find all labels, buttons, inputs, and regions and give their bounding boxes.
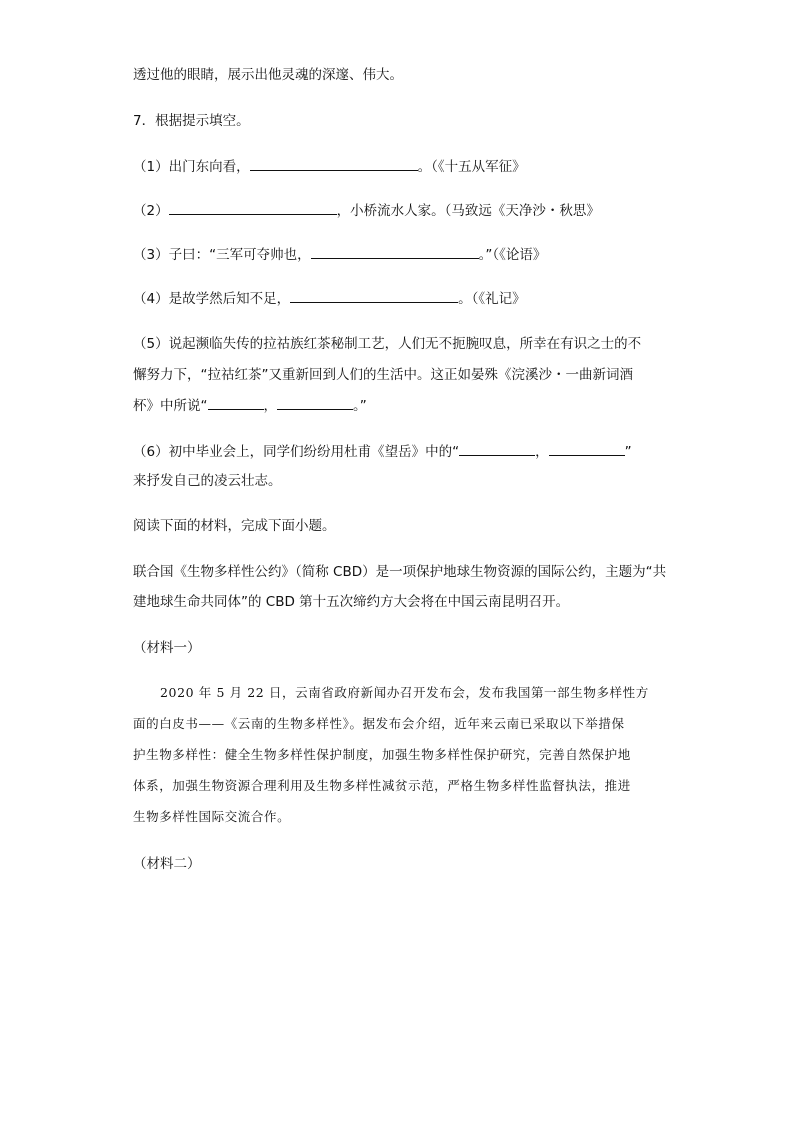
material-2-label	[133, 855, 684, 873]
item-6-text-1a: （6）初中毕业会上，同学们纷纷用杜甫《望岳》中的“	[133, 444, 460, 460]
answer-blank[interactable]	[290, 289, 458, 303]
item-6-text-2: 来抒发自己的凌云壮志。	[133, 473, 282, 489]
reading-lead-line-2	[133, 593, 684, 611]
answer-blank[interactable]	[549, 442, 625, 456]
intro-continuation	[133, 66, 684, 84]
material-1-line-1	[160, 684, 684, 702]
item-number: （2）	[133, 203, 169, 219]
answer-blank[interactable]	[277, 396, 353, 410]
material-1-text-3: 护生物多样性：健全生物多样性保护制度，加强生物多样性保护研究，完善自然保护地	[133, 747, 631, 762]
item-prefix: 子曰：“三军可夺帅也，	[168, 247, 311, 263]
question-7-item-3	[133, 245, 684, 264]
question-7-item-5-line-1	[133, 335, 684, 353]
item-5-text-2: 懈努力下，“拉祜红茶”又重新回到人们的生活中。这正如晏殊《浣溪沙・一曲新词酒	[133, 367, 633, 383]
material-2-label-text: （材料二）	[133, 856, 201, 872]
material-1-line-2	[133, 715, 684, 733]
material-1-text-2: 面的白皮书——《云南的生物多样性》。据发布会介绍，近年来云南已采取以下举措保	[133, 716, 625, 731]
material-1-text-4: 体系，加强生物资源合理利用及生物多样性减贫示范，严格生物多样性监督执法，推进	[133, 778, 631, 793]
item-number: （3）	[133, 247, 169, 263]
item-suffix: 。”（《论语》	[478, 247, 547, 263]
item-suffix: ，小桥流水人家。（马致远《天净沙・秋思》	[336, 203, 600, 219]
question-7-title	[133, 112, 684, 130]
reading-lead-text-2: 建地球生命共同体”的 CBD 第十五次缔约方大会将在中国云南昆明召开。	[133, 594, 570, 610]
item-number: （4）	[133, 291, 169, 307]
answer-blank[interactable]	[169, 201, 337, 215]
item-suffix: 。（《礼记》	[458, 291, 526, 307]
answer-blank[interactable]	[311, 245, 479, 259]
reading-instruction-text: 阅读下面的材料，完成下面小题。	[133, 518, 336, 534]
item-5-separator: ，	[263, 398, 277, 414]
intro-text: 透过他的眼睛，展示出他灵魂的深邃、伟大。	[133, 67, 403, 83]
material-1-label	[133, 639, 684, 657]
item-prefix: 是故学然后知不足，	[168, 291, 291, 307]
item-5-text-3a: 杯》中所说“	[133, 398, 208, 414]
material-1-label-text: （材料一）	[133, 640, 201, 656]
question-title-text: 7．根据提示填空。	[133, 113, 250, 129]
question-7-item-5-line-2	[133, 366, 684, 384]
material-1-line-4	[133, 777, 684, 795]
material-1-text-5: 生物多样性国际交流合作。	[133, 809, 291, 824]
material-1-line-3	[133, 746, 684, 764]
material-1-text-1: 2020 年 5 月 22 日，云南省政府新闻办召开发布会，发布我国第一部生物多样性方	[160, 685, 649, 700]
material-1-line-5	[133, 808, 684, 826]
item-suffix: 。（《十五从军征》	[417, 159, 526, 175]
answer-blank[interactable]	[250, 157, 418, 171]
reading-lead-line-1	[133, 563, 684, 581]
question-7-item-6-line-1	[133, 442, 684, 461]
item-5-text-1: （5）说起濒临失传的拉祜族红茶秘制工艺，人们无不扼腕叹息，所幸在有识之士的不	[133, 336, 642, 352]
reading-lead-text-1: 联合国《生物多样性公约》（简称 CBD）是一项保护地球生物资源的国际公约，主题为“共	[133, 564, 667, 580]
item-prefix: 出门东向看，	[168, 159, 250, 175]
question-7-item-4	[133, 289, 684, 308]
item-number: （1）	[133, 159, 169, 175]
item-6-separator: ，	[535, 444, 549, 460]
question-7-item-1	[133, 157, 684, 176]
item-5-text-3-end: 。”	[353, 398, 367, 414]
question-7-item-6-line-2	[133, 472, 684, 490]
question-7-item-5-line-3	[133, 396, 684, 415]
question-7-item-2	[133, 201, 684, 220]
item-6-text-1-end: ”	[624, 444, 632, 460]
reading-instruction	[133, 517, 684, 535]
answer-blank[interactable]	[459, 442, 535, 456]
answer-blank[interactable]	[208, 396, 264, 410]
